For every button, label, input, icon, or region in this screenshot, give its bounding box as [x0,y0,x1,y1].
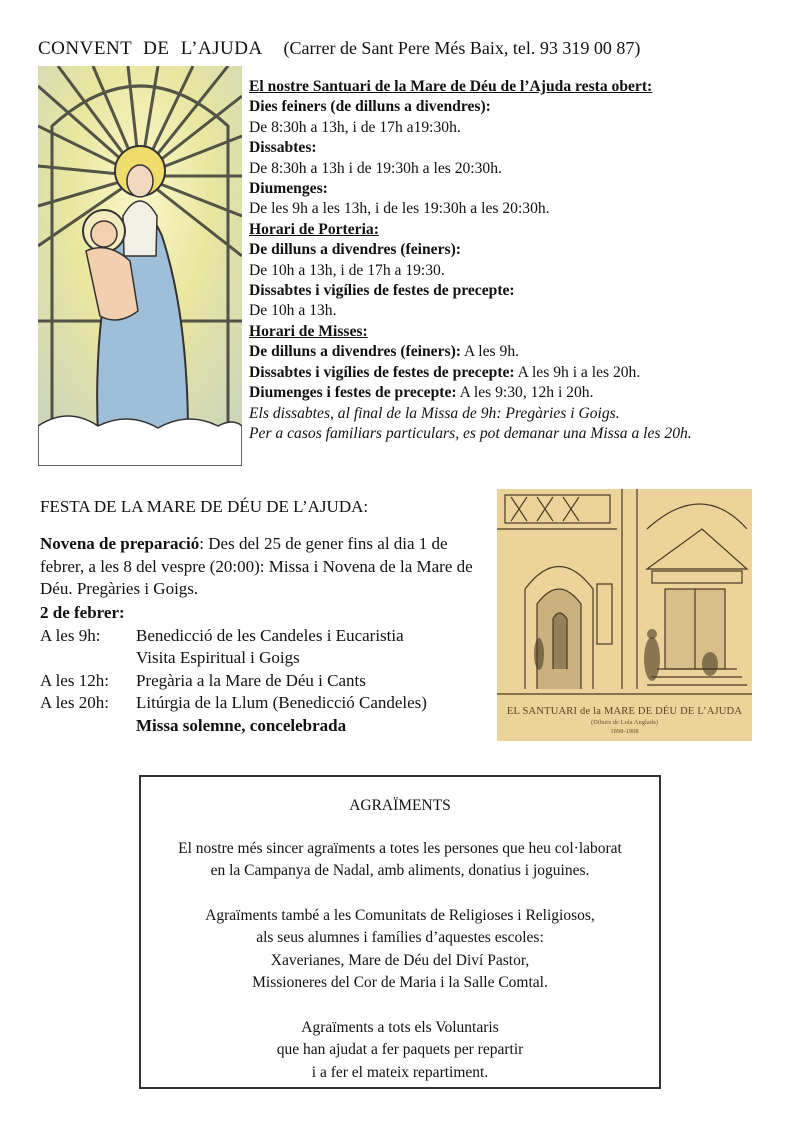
novena-label: Novena de preparació [40,534,200,553]
thanks-line: Agraïments a tots els Voluntaris [301,1018,499,1036]
misses-time: A les 9h i a les 20h. [514,363,641,381]
convent-title: CONVENT DE L’AJUDA [38,38,263,59]
schedule-time [40,647,136,670]
misses-label: De dilluns a divendres (feiners): [249,343,461,361]
schedule-time: A les 12h: [40,670,109,690]
festa-date: 2 de febrer: [40,603,125,622]
sundays-hours: De les 9h a les 13h, i de les 19:30h a les 20:30h. [249,200,550,218]
novena-text: : Des del 25 de gener fins al dia 1 de febrer, a les 8 del vespre (20:00): Missa i Novena de la Mare de Déu. Pregàries i Goigs. [40,534,473,598]
thanks-line: i a fer el mateix repartiment. [311,1063,489,1081]
thanks-line: als seus alumnes i famílies d’aquestes escoles: [256,929,544,946]
misses-label: Dissabtes i vigílies de festes de precepte: [249,363,515,381]
stained-glass-illustration [38,66,242,466]
thanks-line: El nostre més sincer agraïments a totes les persones que heu col·laborat [178,839,622,857]
sketch-caption: EL SANTUARI de la MARE DE DÉU DE L’AJUDA [506,706,743,717]
schedule-row [40,715,490,738]
thanks-paragraph [141,838,659,883]
santuari-drawing [497,489,752,704]
hours-heading: El nostre Santuari de la Mare de Déu de l’Ajuda resta obert: [249,78,653,95]
thanks-paragraph [141,1017,659,1085]
page-header [38,38,640,60]
thanks-line: en la Campanya de Nadal, amb aliments, donatius i joguines. [210,862,590,879]
opening-hours [249,77,729,444]
schedule-text: Visita Espiritual i Goigs [136,648,300,667]
novena-paragraph [40,533,485,601]
thanks-line: que han ajudat a fer paquets per repartir [276,1041,524,1058]
misses-row [249,383,729,403]
weekdays-hours: De 8:30h a 13h, i de 17h a19:30h. [249,118,461,136]
schedule-text: Benedicció de les Candeles i Eucaristia [136,625,404,645]
porteria-weekdays-label: De dilluns a divendres (feiners): [249,241,461,259]
schedule-time: A les 9h: [40,625,101,645]
schedule-row [40,692,490,715]
convent-address: (Carrer de Sant Pere Més Baix, tel. 93 319 00 87) [283,38,641,58]
schedule-text: Pregària a la Mare de Déu i Cants [136,670,366,690]
porteria-heading: Horari de Porteria: [249,220,379,238]
agraiments-title: AGRAÏMENTS [349,797,451,814]
schedule-row [40,647,490,670]
misses-heading: Horari de Misses: [249,322,368,340]
porteria-saturday-label: Dissabtes i vigílies de festes de precepte: [249,282,515,300]
festa-title: FESTA DE LA MARE DE DÉU DE L’AJUDA: [40,497,369,516]
thanks-line: Missioneres del Cor de Maria i la Salle Comtal. [252,974,548,991]
porteria-saturday-hours: De 10h a 13h. [249,302,337,320]
february-schedule [40,602,490,737]
weekdays-label: Dies feiners (de dilluns a divendres): [249,98,491,116]
agraiments-box [139,775,661,1089]
schedule-final: Missa solemne, concelebrada [136,715,347,735]
saturdays-hours: De 8:30h a 13h i de 19:30h a les 20:30h. [249,159,502,177]
thanks-paragraph [141,905,659,995]
note-family-mass: Per a casos familiars particulars, es pot demanar una Missa a les 20h. [249,424,692,442]
schedule-text: Litúrgia de la Llum (Benedicció Candeles) [136,693,427,712]
sketch-credit: (Dibuix de Lola Anglada) [591,719,658,726]
sundays-label: Diumenges: [249,180,328,198]
thanks-line: Xaverianes, Mare de Déu del Diví Pastor, [270,951,530,969]
misses-time: A les 9:30, 12h i 20h. [456,384,594,402]
misses-row [249,342,729,362]
schedule-row [40,670,490,693]
porteria-weekdays-hours: De 10h a 13h, i de 17h a 19:30. [249,261,445,279]
saturdays-label: Dissabtes: [249,139,317,157]
misses-label: Diumenges i festes de precepte: [249,384,457,402]
sketch-years: 1898-1908 [610,728,639,735]
misses-row [249,363,729,383]
stained-glass-image [38,66,242,466]
schedule-row [40,625,490,648]
thanks-line: Agraïments també a les Comunitats de Religioses i Religiosos, [205,906,595,924]
schedule-time: A les 20h: [40,693,109,712]
misses-time: A les 9h. [460,343,520,361]
santuari-sketch-image [497,489,752,741]
note-saturdays: Els dissabtes, al final de la Missa de 9h: Pregàries i Goigs. [249,404,620,422]
